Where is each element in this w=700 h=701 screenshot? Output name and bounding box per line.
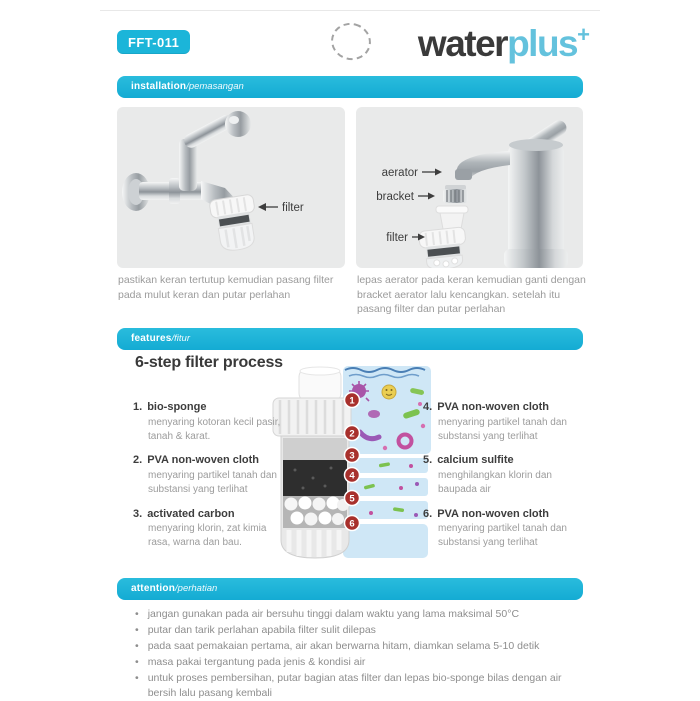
- wall-faucet-image: [117, 107, 345, 268]
- filter-step-1: [133, 401, 290, 443]
- step-title: bio-sponge: [147, 401, 207, 413]
- brand-logo-plus-word: plus: [507, 23, 578, 64]
- attention-text: • putar dan tarik perlahan apabila filter sulit dilepas: [147, 623, 376, 636]
- attention-item: [133, 639, 591, 654]
- product-code-badge: [117, 30, 190, 54]
- filter-step-6: [423, 508, 588, 550]
- bracket-label: bracket: [376, 191, 414, 203]
- svg-text:1: 1: [349, 395, 355, 407]
- step-description: menyaring partikel tanah dan substansi yang terlihat: [148, 470, 277, 495]
- section-title: attention: [131, 583, 176, 594]
- attention-item: [133, 623, 591, 638]
- section-header-features: [117, 328, 583, 350]
- arrow-right-icon: [435, 169, 442, 176]
- step-title: PVA non-woven cloth: [147, 454, 260, 467]
- filter-cutaway-illustration: [265, 362, 435, 574]
- svg-text:5: 5: [349, 493, 355, 505]
- top-divider: [100, 10, 600, 11]
- attention-text: • untuk proses pembersihan, putar bagian atas filter dan lepas bio-sponge bilas dengan air bersih lalu pasang kembali: [147, 671, 562, 699]
- brand-logo-plus-sign: +: [577, 22, 590, 47]
- step-description: menyaring partikel tanah dan substansi yang terlihat: [438, 523, 567, 549]
- filter-label: filter: [386, 232, 408, 244]
- installation-caption-left: pastikan keran tertutup kemudian pasang filter pada mulut keran dan putar perlahan: [118, 274, 334, 301]
- step-number: 3.: [133, 507, 143, 520]
- step-description: menghilangkan klorin dan baupada air: [438, 470, 552, 495]
- step-title: PVA non-woven cloth: [437, 507, 550, 520]
- step-title: calcium sulfite: [437, 454, 514, 467]
- step-badge-icon: [345, 448, 360, 463]
- filter-step-2: [133, 454, 290, 496]
- filter-cutaway-diagram: [265, 362, 435, 574]
- filter-step-5: [423, 454, 588, 496]
- step-title: activated carbon: [147, 507, 235, 520]
- attention-item: [133, 671, 591, 701]
- dashed-circle-watermark-icon: [327, 19, 375, 65]
- section-header-attention: [117, 578, 583, 600]
- step-badge-icon: [345, 516, 360, 531]
- attention-text: • masa pakai tergantung pada jenis & kondisi air: [147, 655, 366, 668]
- attention-text: • jangan gunakan pada air bersuhu tinggi dalam waktu yang lama maksimal 50°C: [147, 608, 520, 620]
- step-number: 6.: [423, 507, 433, 520]
- basin-faucet-image: [356, 107, 583, 268]
- section-title: installation: [131, 81, 187, 92]
- arrow-left-icon: [258, 203, 266, 211]
- basin-faucet-illustration: [356, 107, 583, 268]
- step-number: 2.: [133, 454, 143, 467]
- section-subtitle: /fitur: [171, 333, 190, 344]
- arrow-right-icon: [428, 193, 435, 200]
- filter-pointer: [258, 202, 304, 214]
- section-header-installation: [117, 76, 583, 98]
- brand-logo-water: water: [417, 23, 508, 64]
- step-badge-icon: [345, 393, 360, 408]
- attention-item: [133, 655, 591, 670]
- step-description: menyaring klorin, zat kimia rasa, warna dan bau.: [148, 523, 267, 549]
- brand-logo: [418, 13, 590, 66]
- step-description: menyaring partikel tanah dan substansi yang terlihat: [438, 416, 567, 442]
- filter-part: [418, 227, 468, 268]
- attention-list: [133, 607, 591, 701]
- product-code: FFT-011: [128, 34, 180, 50]
- steps-column-left: [133, 401, 290, 561]
- svg-text:3: 3: [349, 450, 355, 462]
- step-badge-icon: [345, 468, 360, 483]
- installation-caption-right: lepas aerator pada keran kemudian ganti dengan bracket aerator lalu kencangkan. setelah itu pasang filter dan putar perlahan: [357, 274, 586, 316]
- svg-text:6: 6: [349, 518, 355, 530]
- section-title: features: [131, 333, 172, 344]
- step-number: 1.: [133, 401, 143, 413]
- basin-faucet-body: [455, 118, 569, 268]
- filter-step-3: [133, 508, 290, 550]
- step-number: 4.: [423, 401, 433, 413]
- aerator-pointer: [382, 167, 442, 179]
- aerator-part: [443, 185, 468, 203]
- step-title: PVA non-woven cloth: [437, 401, 550, 413]
- section-subtitle: /pemasangan: [186, 81, 244, 92]
- section-subtitle: /perhatian: [175, 583, 218, 594]
- svg-text:2: 2: [349, 428, 355, 440]
- aerator-label: aerator: [381, 167, 418, 179]
- attention-text: • pada saat pemakaian pertama, air akan berwarna hitam, diamkan selama 5-10 detik: [147, 639, 540, 652]
- steps-column-right: [423, 401, 588, 561]
- svg-text:4: 4: [349, 470, 355, 482]
- bracket-part: [436, 206, 468, 229]
- step-number: 5.: [423, 454, 433, 467]
- step-description: menyaring kotoran kecil pasir, tanah & karat.: [148, 416, 281, 442]
- step-badge-icon: [345, 491, 360, 506]
- attached-filter: [209, 194, 261, 253]
- filter-step-4: [423, 401, 588, 443]
- features-heading: 6-step filter process: [135, 354, 283, 371]
- step-badge-icon: [345, 426, 360, 441]
- wall-faucet-illustration: [117, 107, 345, 268]
- filter-label: filter: [282, 202, 304, 214]
- attention-item: [133, 607, 591, 622]
- bracket-pointer: [376, 191, 435, 203]
